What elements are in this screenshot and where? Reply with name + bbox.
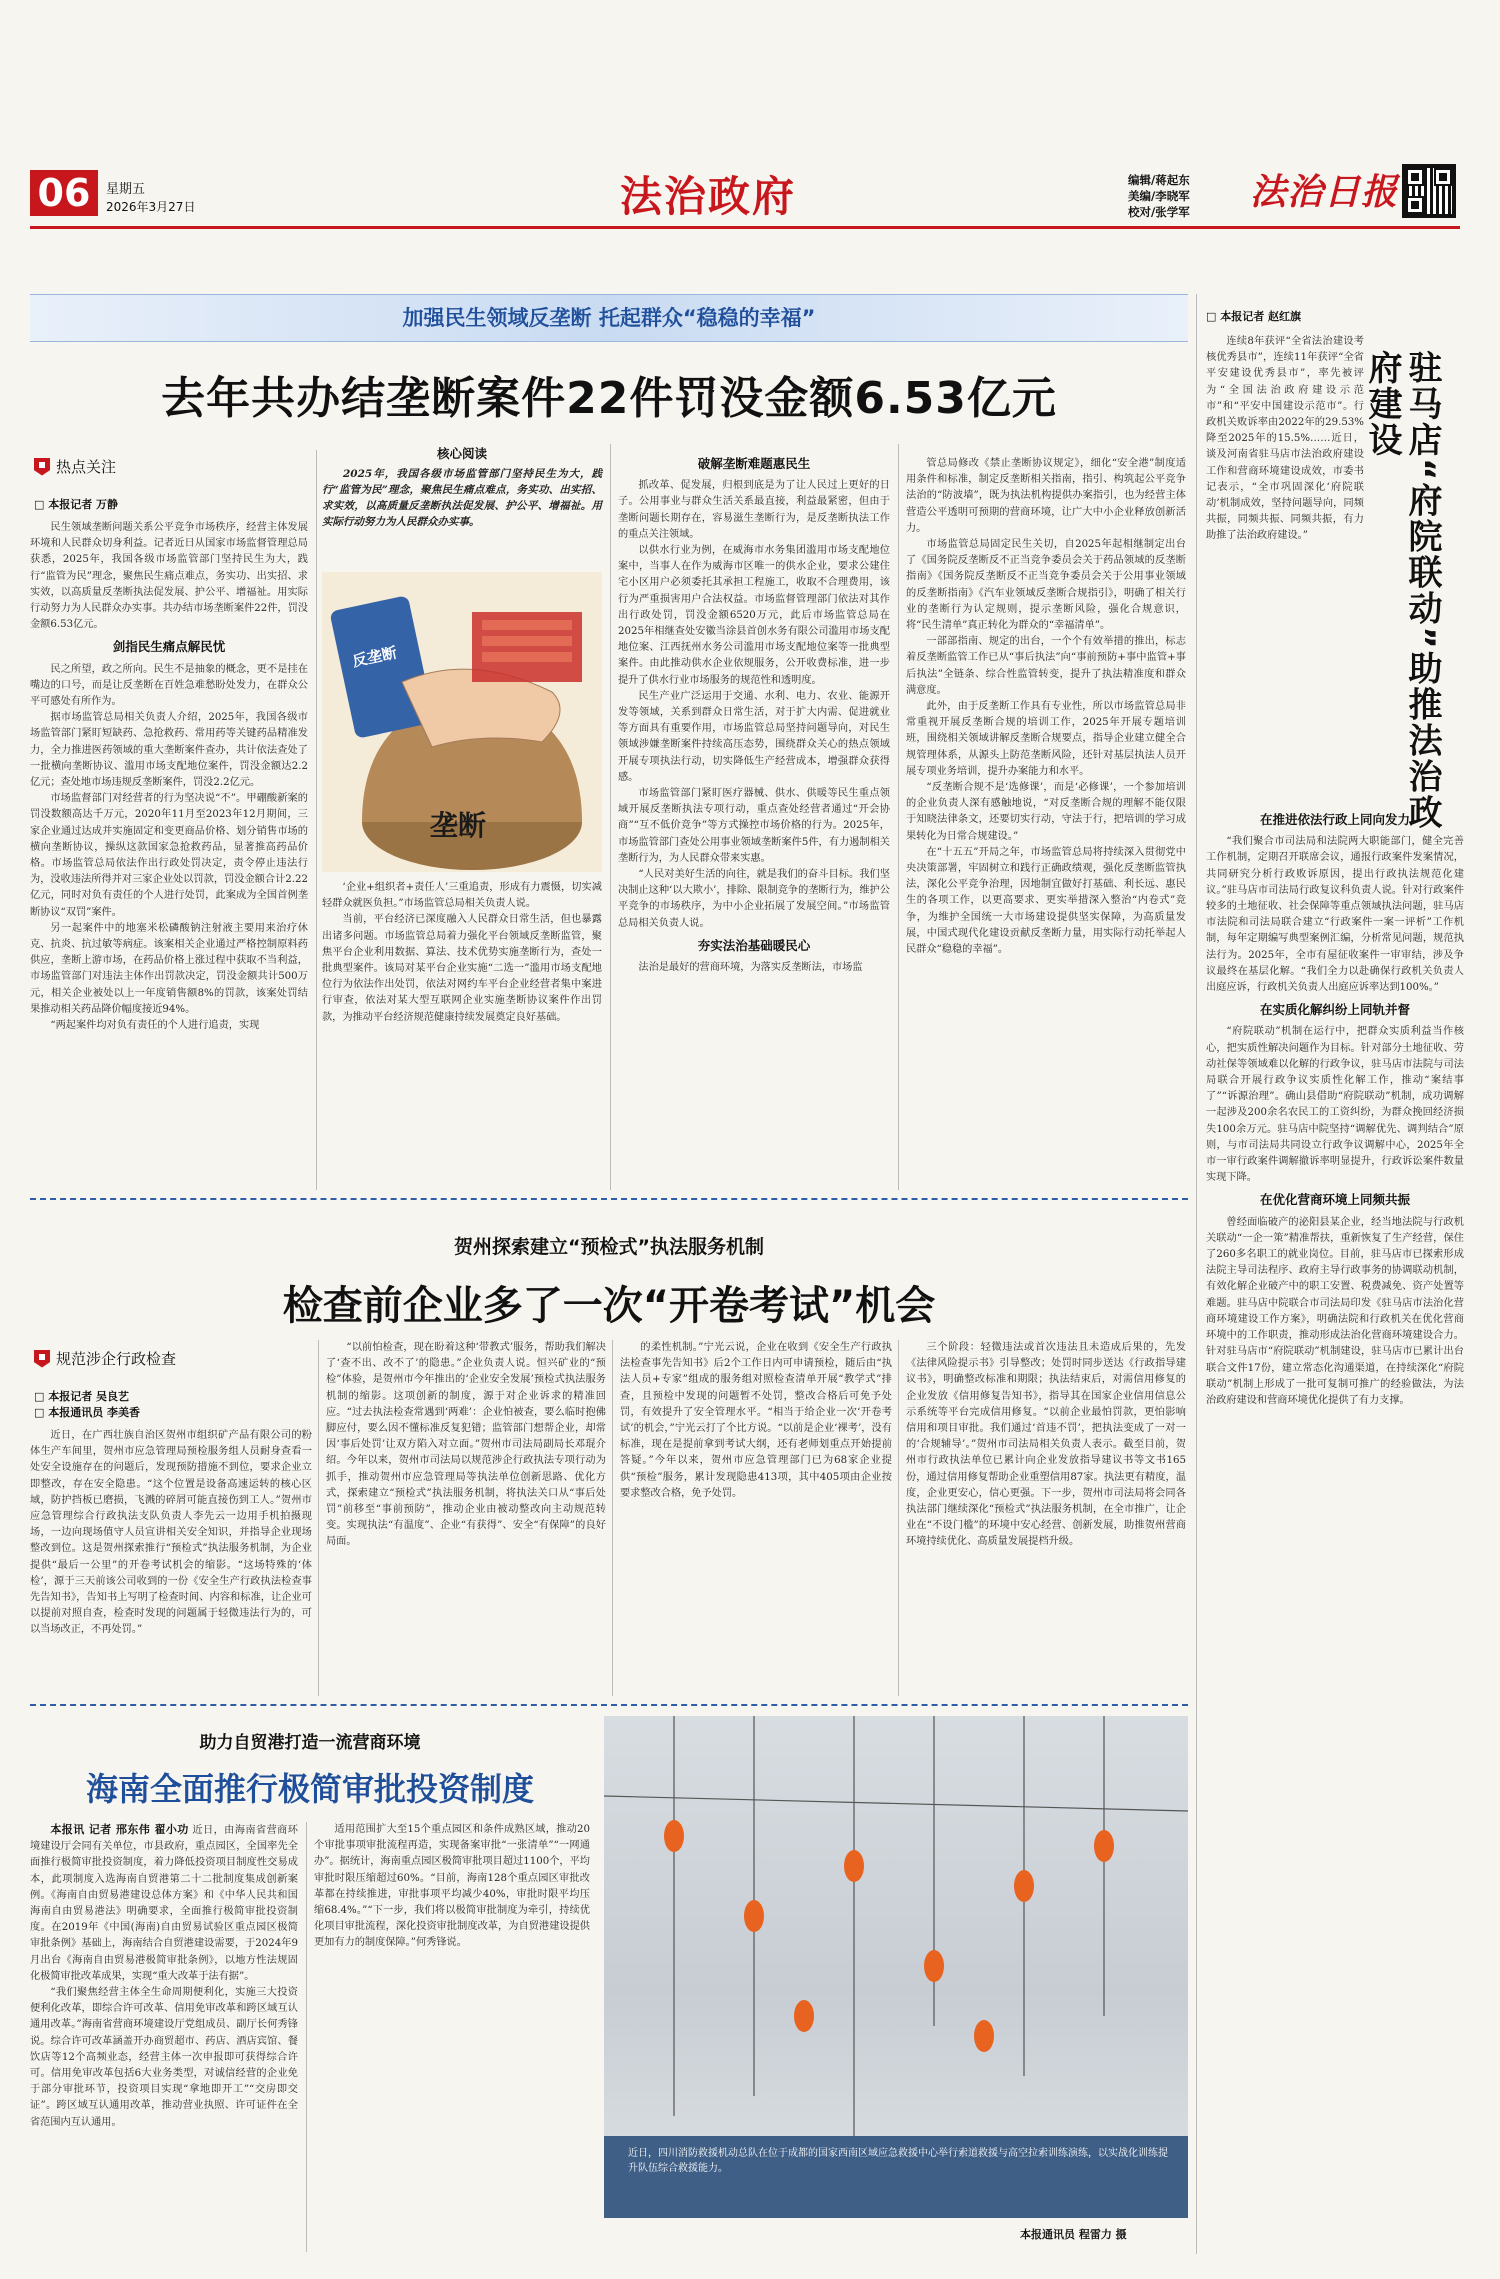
story1-column-1: [30, 520, 308, 1192]
story1-para: 法治是最好的营商环境，为落实反垄断法，市场监: [638, 962, 863, 974]
story1-kicker-bar: [30, 294, 1188, 342]
story3-byline: 本报讯 记者 邢东伟 翟小功: [50, 1823, 189, 1836]
story1-para: “反垄断合规不是‘选修课’，而是‘必修课’，一个参加培训的企业负责人深有感触地说，“对反垄断合规的理解不能仅限于知晓法律条文，还要切实行动，守法于行，把培训的学习成果转化为日常合规建设。”: [906, 782, 1186, 842]
story1-para: 民之所望，政之所向。民生不是抽象的概念，更不是挂在嘴边的口号，而是让反垄断在百姓急难愁盼处发力，在群众公平可感处有所作为。: [30, 663, 308, 708]
story3-column-1: [30, 1822, 298, 2252]
story1-column-2: [322, 880, 602, 1192]
story3-text-1: 近日，由海南省营商环境建设厅会同有关单位，市县政府，重点园区，全国率先全面推行极简审批投资制度，着力降低投资项目制度性交易成本，此项制度入选海南自贸港第二十二批制度集成创新案例。《海南自由贸易港建设总体方案》和《中华人民共和国海南自由贸易港法》明确要求，全面推行极简审批投资制度。在2019年《中国(海南)自由贸易试验区重点园区极简审批条例》基础上，海南结合自贸港建设需要，于2024年9月出台《海南自由贸易港极简审批条例》，以地方性法规固化极简审批改革成果，实现“重大改革于法有据”。: [30, 1825, 298, 1982]
story1-para: 一部部指南、规定的出台，一个个有效举措的推出，标志着反垄断监管工作已从“事后执法”向“事前预防+事中监管+事后执法”全链条、综合性监管转变，提升了执法精准度和群众满意度。: [906, 636, 1186, 696]
photo-credit: 本报通讯员 程雷力 摄: [1020, 2228, 1127, 2241]
story3-para: [30, 1822, 298, 1985]
right-story-intro: [1206, 334, 1364, 804]
masthead-logo: 法治日报: [1250, 171, 1399, 213]
right-story-headline: 驻马店“府院联动”助推法治政府建设: [1362, 350, 1442, 831]
story1-para: 市场监管总局固定民生关切，自2025年起相继制定出台了《国务院反垄断反不正当竞争委员会关于药品领域的反垄断指南》《国务院反垄断反不正当竞争委员会关于公用事业领域的反垄断指南》《汽车业领域反垄断合规指引》，明确了相关行业的垄断行为认定规则，提示垄断风险，强化合规意识，将“民生清单”真正转化为群众的“幸福清单”。: [906, 539, 1186, 632]
story3-kicker: 助力自贸港打造一流营商环境: [199, 1733, 421, 1753]
right-story-byline: □ 本报记者 赵红旗: [1206, 310, 1302, 323]
story1-para: 以供水行业为例，在威海市水务集团滥用市场支配地位案中，当事人在作为威海市区唯一的供水企业，要求公建住宅小区用户必须委托其承担工程施工，收取不合理费用，该行为严重损害用户合法权益。市场监督管理部门依法对其作出行政处罚，罚没金额6520万元，此后市场监管总局在2025年相继查处安徽当涂县首创水务有限公司滥用市场支配地位案、江西抚州水务公司滥用市场支配地位案等一批典型案件。由此推动供水企业依规服务，公开收费标准，进一步提升了供水行业市场服务的规范性和透明度。: [618, 545, 890, 686]
story2-kicker: 贺州探索建立“预检式”执法服务机制: [454, 1236, 764, 1258]
story2-column-4: [906, 1340, 1186, 1696]
story1-para: 民生领域垄断问题关系公平竞争市场秩序，经营主体发展环境和人民群众切身利益。记者近日从国家市场监督管理总局获悉，2025年，我国各级市场监管部门坚持民生为大，践行“监管为民”理念，聚焦民生痛点难点，务实功、出实招、求实效，以高质量反垄断执法促发展、护公平、增福祉。用实际行动努力为人民群众办实事。共办结市场垄断案件22件，罚没金额6.53亿元。: [30, 522, 308, 631]
story2-byline-2: □ 本报通讯员 李美香: [34, 1406, 141, 1419]
story2-para: “以前怕检查，现在盼着这种‘带教式’服务，帮助我们解决了‘查不出、改不了’的隐患。”企业负责人说。恒兴矿业的“预检”体验，是贺州市今年推出的‘企业安全发展’预检式执法服务机制的缩影。这项创新的制度，源于对企业诉求的精准回应。“过去执法检查常遇到‘两难’：企业怕被查，要么临时抱佛脚应付，要么因不懂标准反复犯错；监管部门想帮企业，却常因‘事后处罚’让双方陷入对立面。”贺州市司法局副局长邓琨介绍。今年以来，贺州市司法局以规范涉企行政执法专项行动为抓手，推动贺州市应急管理局等执法单位创新思路、优化方式，探索建立“预检式”执法服务机制，将执法关口从“事后处罚”前移至“事前预防”，推动企业由被动整改向主动规范转变。实现执法“有温度”、企业“有获得”、安全“有保障”的良好局面。: [326, 1342, 606, 1548]
page-header: [0, 0, 1500, 230]
rope-rescue-photo: [604, 1716, 1188, 2218]
section-title: 法治政府: [620, 172, 797, 221]
story1-subhead-2: 破解垄断难题惠民生: [697, 456, 811, 471]
photo-caption: 近日，四川消防救援机动总队在位于成都的国家西南区域应急救援中心举行索道救援与高空拉索训练演练，以实战化训练提升队伍综合救援能力。: [628, 2148, 1168, 2174]
core-reading-text: 2025年，我国各级市场监管部门坚持民生为大，践行“监管为民”理念，聚焦民生痛点难点，务实功、出实招、求实效，以高质量反垄断执法促发展、护公平、增福祉。用实际行动努力为人民群众办实事。: [322, 468, 602, 528]
editor-credit: 编辑/蒋起东: [1128, 173, 1190, 187]
right-story-para: 连续8年获评“全省法治建设考核优秀县市”，连续11年获评“全省平安建设优秀县市”，率先被评为“全国法治政府建设示范市”和“平安中国建设示范市”。行政机关败诉率由2022年的29.53%降至2025年的15.5%……近日，谈及河南省驻马店市法治政府建设工作和营商环境建设成效，市委书记表示，“全市巩固深化‘府院联动’机制成效，坚持问题导向，同频共振，同频共振、同频共振，有力助推了法治政府建设。”: [1206, 336, 1364, 542]
story2-para: 三个阶段：轻微违法或首次违法且未造成后果的，先发《法律风险提示书》引导整改；处罚时同步送达《行政指导建议书》，明确整改标准和期限；执法结束后，对需信用修复的企业发放《信用修复告知书》，指导其在国家企业信用信息公示系统等平台完成信用修复。“以前企业最怕罚款，更怕影响信用和项目审批。我们通过‘首违不罚’，把执法变成了一对一的‘合规辅导’。”贺州市司法局相关负责人表示。截至目前，贺州市行政执法单位已累计向企业发放指导建议书等文书165份，通过信用修复帮助企业重塑信用87家。执法更有精度，温度，企业更安心，信心更强。下一步，贺州市司法局将会同各执法部门继续深化“预检式”执法服务机制，在全市推广，让企业在“不设门槛”的环境中安心经营、创新发展，助推贺州营商环境持续优化、高质量发展提档升级。: [906, 1342, 1186, 1548]
story2-column-2: [326, 1340, 606, 1696]
story1-section-tag: [34, 456, 116, 477]
story2-headline: 检查前企业多了一次“开卷考试”机会: [282, 1283, 936, 1329]
core-reading-title: 核心阅读: [436, 446, 487, 461]
story1-para: 抓改革、促发展，归根到底是为了让人民过上更好的日子。公用事业与群众生活关系最直接，利益最紧密，但由于垄断问题长期存在，容易滋生垄断行为，是反垄断执法工作的重点关注领域。: [618, 480, 890, 540]
story1-column-3: [618, 456, 890, 1192]
story1-subhead-3: 夯实法治基础暖民心: [697, 937, 811, 953]
story3-para: “我们聚焦经营主体全生命周期便利化，实施三大投资便利化改革，即综合许可改革、信用免审改革和跨区域互认通用改革。”海南省营商环境建设厅党组成员、副厅长何秀锋说。综合许可改革涵盖开办商贸超市、药店、酒店宾馆、餐饮店等12个高频业态，经营主体一次申报即可获得综合许可。信用免审改革包括6大业务类型，对诚信经营的企业免于部分审批环节，投资项目实现“拿地即开工”“交房即交证”。跨区域互认通用改革，推动营业执照、许可证件在全省范围内互认通用。: [30, 1987, 298, 2128]
story1-tag-label: 热点关注: [56, 458, 117, 476]
story-divider: [30, 1198, 1188, 1200]
story1-para: 另一起案件中的地塞米松磷酸钠注射液主要用来治疗休克、抗炎、抗过敏等病症。该案相关企业通过严格控制原料药供应，垄断上游市场，在药品价格上涨过程中获取不当利益，市场监管部门对违法主体作出罚款决定，罚没金额共计500万元，相关企业被处以上一年度销售额8%的罚款，该案处罚结果推动相关药品降价幅度接近94%。: [30, 922, 308, 1015]
story1-para: “人民对美好生活的向往，就是我们的奋斗目标。我们坚决制止这种‘以大欺小’，排除、限制竞争的垄断行为，维护公平竞争的市场秩序，为中小企业拓展了发展空间。”市场监管总局相关负责人说。: [618, 869, 890, 929]
page-number: 06: [30, 170, 98, 216]
cartoon-label-monopoly: 垄断: [430, 809, 487, 842]
story3-headline: 海南全面推行极简审批投资制度: [85, 1770, 534, 1808]
issue-date: 2026年3月27日: [106, 200, 196, 214]
story1-subhead-1: 剑指民生痛点解民忧: [112, 639, 226, 655]
header-rule: [30, 226, 1460, 229]
core-reading-box: [322, 444, 602, 568]
right-story-body: [1206, 808, 1464, 2252]
right-subhead-2: 在实质化解纠纷上同轨并督: [1259, 1002, 1410, 1018]
story1-para: 民生产业广泛运用于交通、水利、电力、农业、能源开发等领域，关系到群众日常生活，对于扩大内需、促进就业等方面具有重要作用，市场监管总局坚持问题导向，对民生领域涉嫌垄断案件持续高压态势，围绕群众关心的热点领域开展专项执法行动，切实降低生产经营成本，增强群众获得感。: [618, 690, 890, 783]
weekday: 星期五: [106, 182, 146, 197]
cartoon-label-anti: 反垄断: [350, 643, 399, 671]
section-tag-icon: [34, 458, 50, 476]
story3-para: 适用范围扩大至15个重点园区和条件成熟区域，推动20个审批事项审批流程再造，实现备案审批“一张清单”“一网通办”。据统计，海南重点园区极简审批项目超过1100个，平均审批时限压缩超过60%。“目前，海南128个重点园区审批改革都在持续推进，审批事项平均减少40%，审批时限平均压缩68.4%。”“下一步，我们将以极简审批制度为牵引，持续优化项目审批流程，深化投资审批制度改革，为自贸港建设提供更加有力的制度保障。”何秀锋说。: [314, 1824, 590, 1949]
right-story-para: “我们聚合市司法局和法院两大职能部门，健全完善工作机制，定期召开联席会议，通报行政案件发案情况，共同研究分析行政败诉原因，提出行政执法规范化建议。”驻马店市司法局行政复议科负责人说。针对行政案件较多的土地征收、社会保障等重点领域执法问题，驻马店市法院和司法局联合建立“行政案件一案一评析”工作机制，每年定期编写典型案例汇编，分析常见问题，规范执法行为。2025年，全市有屋征收案件一审审结，涉及争议最终在基层化解。“我们全力以赴确保行政机关负责人出庭应诉，行政机关负责人出庭应诉率达到100%。”: [1206, 836, 1464, 994]
story1-byline: □ 本报记者 万静: [34, 498, 119, 511]
cartoon-illustration: [322, 572, 602, 872]
story1-column-4: [906, 456, 1186, 1192]
photo-svg: [604, 1716, 1188, 2218]
story2-column-3: [620, 1340, 892, 1696]
story1-para: 据市场监管总局相关负责人介绍，2025年，我国各级市场监管部门紧盯短缺药、急抢救药、常用药等关键药品精准发力，全力推进医药领域的重大垄断案件查办，共计依法查处了一批横向垄断协议、滥用市场支配地位案件，罚没金额达2.2亿元；查处地市场违规反垄断案件，罚没2.2亿元。: [30, 712, 308, 789]
section-tag-icon: [34, 1350, 50, 1368]
story1-para: 管总局修改《禁止垄断协议规定》，细化“安全港”制度适用条件和标准，制定反垄断相关指南，指引、构筑起公平竞争法治的“防波墙”，既为执法机构提供办案指引，也为经营主体营造公平透明可预期的营商环境，让广大中小企业释放创新活力。: [906, 458, 1186, 534]
right-subhead-3: 在优化营商环境上同频共振: [1259, 1192, 1410, 1208]
story1-para: “两起案件均对负有责任的个人进行追责，实现: [50, 1020, 260, 1032]
story1-para: ‘企业+组织者+责任人’三重追责，形成有力震慑，切实减轻群众就医负担。”市场监管总局相关负责人说。: [322, 882, 602, 910]
story1-para: 此外，由于反垄断工作具有专业性，所以市场监管总局非常重视开展反垄断合规的培训工作，2025年开展专题培训班，围绕相关领域讲解反垄断合规要点，指导企业建立健全合规管理体系，从源头上防范垄断风险，还针对基层执法人员开展专项业务培训，提升办案能力和水平。: [906, 701, 1186, 777]
story2-para: 近日，在广西壮族自治区贺州市组织矿产品有限公司的粉体生产车间里，贺州市应急管理局预检服务组人员耐身查看一处安全设施存在的问题后，发现预防措施不到位，要求企业立即整改，存在安全隐患。“这个位置是设备高速运转的核心区域，防护挡板已磨损，飞溅的碎屑可能直接伤到工人。”贺州市应急管理综合行政执法支队负责人李先云一边用手机拍摄现场，一边向现场值守人员宣讲相关安全知识，并指导企业现场整改到位。这是贺州探索推行“预检式”执法服务机制，为企业提供“最后一公里”的开卷考试机会的缩影。“这场特殊的‘体检’，源于三天前该公司收到的一份《安全生产行政执法检查事先告知书》，告知书上写明了检查时间、内容和标准，让企业可以提前对照自查，检查时发现的问题属于轻微违法行为的，可以当场改正，不再处罚。”: [30, 1430, 312, 1636]
story1-kicker: 加强民生领域反垄断 托起群众“稳稳的幸福”: [402, 306, 816, 330]
story2-byline-1: □ 本报记者 吴良艺: [34, 1390, 130, 1403]
story1-para: 在“十五五”开局之年，市场监管总局将持续深入贯彻党中央决策部署，牢固树立和践行正确政绩观，强化反垄断监管执法，深化公平竞争治理，因地制宜做好打基础、利长远、惠民生的各项工作，以更高要求、更实举措深入整治“内卷式”竞争，为维护全国统一大市场建设提供坚实保障，为高质量发展，中国式现代化建设贡献反垄断力量，用实际行动托举起人民群众“稳稳的幸福”。: [906, 846, 1186, 956]
story-divider: [30, 1704, 1188, 1706]
story1-para: 市场监管部门紧盯医疗器械、供水、供暖等民生重点领域开展反垄断执法专项行动，重点查处经营者通过“开会协商”“互不低价竞争”等方式操控市场价格的行为。2025年，市场监管部门查处公用事业领域垄断案件5件，有力遏制相关垄断行为，为人民群众带来实惠。: [618, 788, 890, 864]
designer-credit: 美编/李晓军: [1128, 189, 1190, 203]
story2-tag-label: 规范涉企行政检查: [56, 1350, 177, 1368]
story2-section-tag: [34, 1348, 176, 1369]
story1-para: 市场监督部门对经营者的行为坚决说“不”。甲硼酸新案的罚没数额高达千万元，2020年11月至2023年12月期间，三家企业通过达成并实施固定和变更商品价格、划分销售市场的横向垄断协议，操纵这款国家急抢救药品，显著推高药品价格。市场监管总局依法作出行政处罚决定，责令停止违法行为，没收违法所得并对三家企业处以罚款，罚没金额合计2.22亿元，同时对负有责任的个人进行处罚，此案成为全国首例垄断协议“双罚”案件。: [30, 793, 308, 918]
story3-column-2: [314, 1822, 590, 2252]
proofreader-credit: 校对/张学军: [1128, 205, 1190, 219]
story2-para: 的柔性机制。”宁光云说，企业在收到《安全生产行政执法检查事先告知书》后2个工作日内可申请预检，随后由“执法人员+专家”组成的服务组对照检查清单开展“教学式”排查，且预检中发现的问题暂不处罚，整改合格后可免予处罚，有效提升了安全管理水平。“相当于给企业一次‘开卷考试’的机会，”宁光云打了个比方说。“以前是企业‘裸考’，没有标准，现在是提前拿到考试大纲，还有老师划重点开始提前答疑。”今年以来，贺州市应急管理部门已为68家企业提供“预检”服务，累计发现隐患413项，其中405项由企业按要求整改合格，免予处罚。: [620, 1342, 892, 1499]
story1-para: 当前，平台经济已深度融入人民群众日常生活，但也暴露出诸多问题。市场监管总局着力强化平台领域反垄断监管，聚焦平台企业利用数据、算法、技术优势实施垄断行为，查处一批典型案件。该局对某平台企业实施“二选一”滥用市场支配地位行为依法作出处罚，依法对网约车平台企业经营者集中案进行审查，依法对某大型互联网企业实施垄断协议案件作出罚款，为推动平台经济规范健康持续发展奠定良好基础。: [322, 914, 602, 1023]
qr-code-icon: [1402, 164, 1456, 218]
right-story-para: 曾经面临破产的泌阳县某企业，经当地法院与行政机关联动“一企一策”精准帮扶，重新恢复了生产经营，保住了260多名职工的就业岗位。目前，驻马店市已探索形成法院主导司法程序、政府主导行政事务的协调联动机制，有效化解企业破产中的职工安置、税费减免、资产处置等难题。驻马店中院联合市司法局印发《驻马店市法治化营商环境建设工作方案》，明确法院和行政机关在优化营商环境中的工作职责，推动形成法治化营商环境建设合力。针对驻马店市“府院联动”机制建设，驻马店市已累计出台联合文件17份，建立常态化沟通渠道，在持续深化“府院联动”机制上形成了一批可复制可推广的经验做法，为法治政府建设和营商环境优化提供了有力支撑。: [1206, 1216, 1464, 1406]
story2-column-1: [30, 1428, 312, 1694]
right-story-para: “府院联动”机制在运行中，把群众实质利益当作核心，把实质性解决问题作为目标。针对部分土地征收、劳动社保等领域难以化解的行政争议，驻马店市法院与司法局联合开展行政争议实质性化解工作，推动“案结事了”“诉源治理”。确山县借助“府院联动”机制，成功调解一起涉及200余名农民工的工资纠纷，为群众挽回经济损失100余万元。驻马店中院坚持“调解优先、调判结合”原则，与市司法局共同设立行政争议调解中心，2025年全市一审行政案件调解撤诉率明显提升，行政诉讼案件数量实现下降。: [1206, 1026, 1464, 1184]
story1-headline: 去年共办结垄断案件22件罚没金额6.53亿元: [161, 373, 1057, 424]
right-subhead-1: 在推进依法行政上同向发力: [1259, 812, 1410, 827]
